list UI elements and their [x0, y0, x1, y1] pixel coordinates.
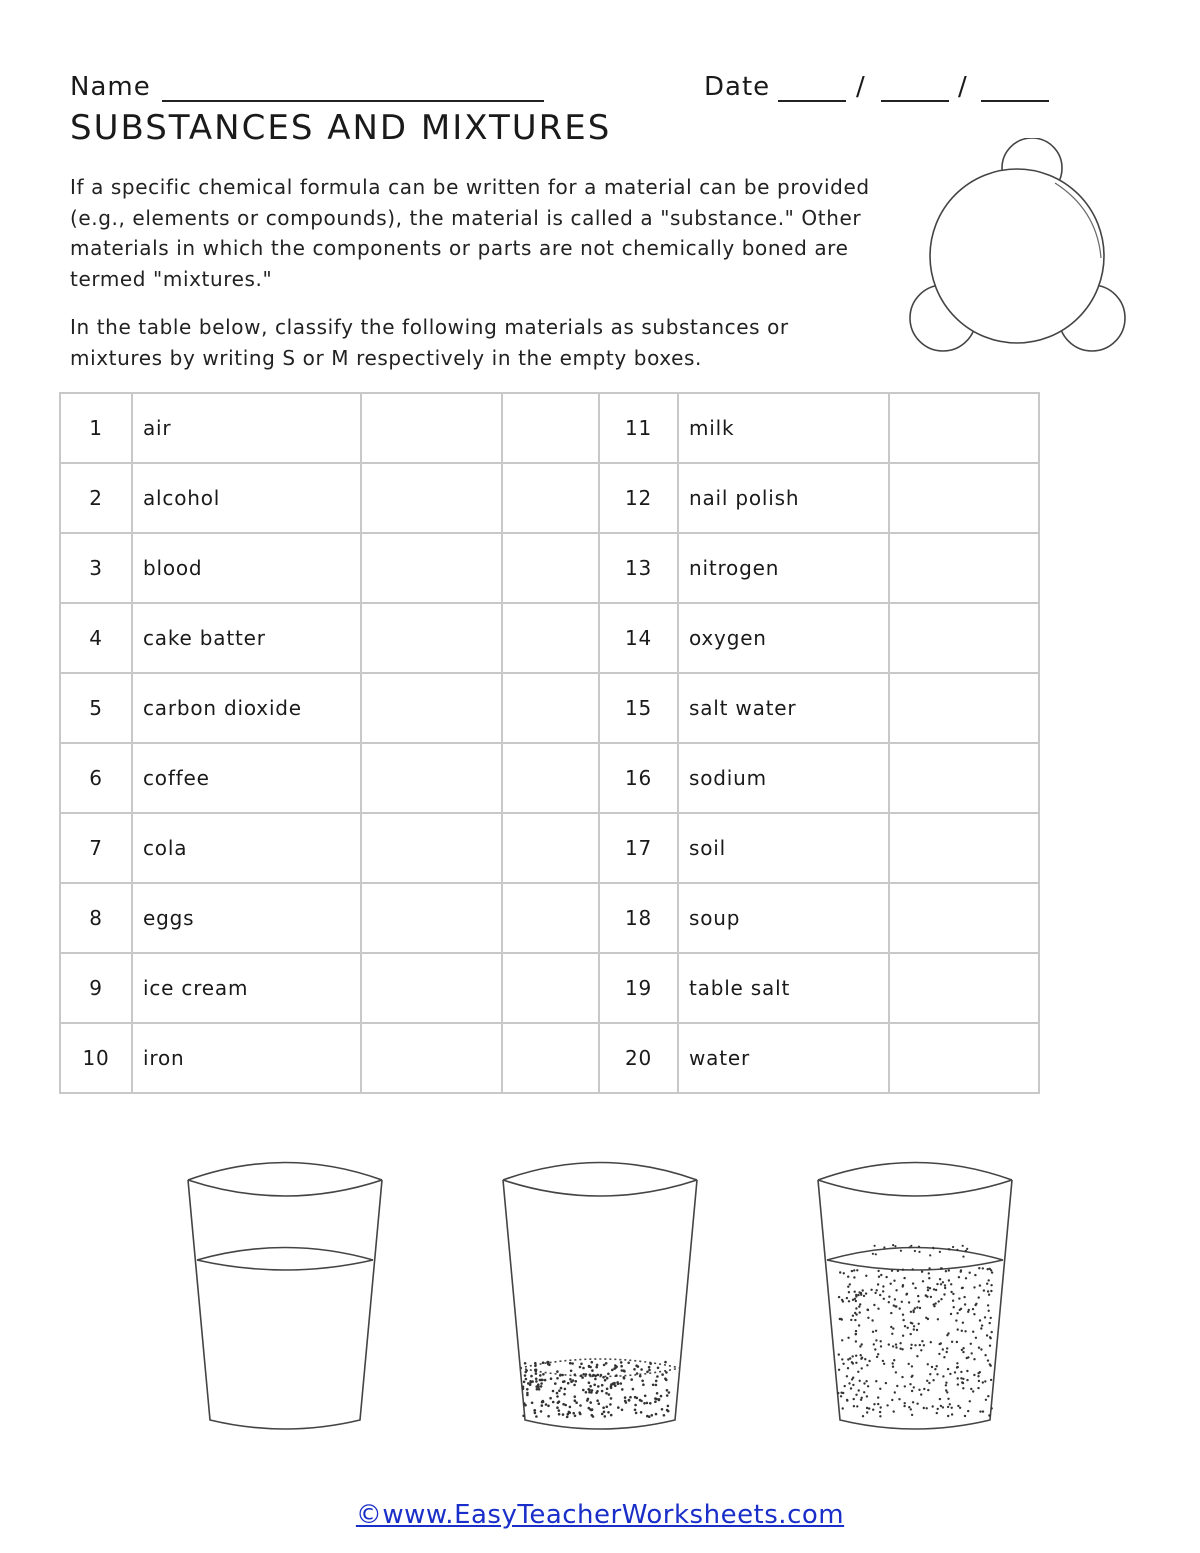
answer-box[interactable]: [889, 1023, 1039, 1093]
table-row: [60, 743, 1039, 813]
row-number: 11: [599, 393, 678, 463]
material-name: salt water: [678, 673, 889, 743]
column-gap: [502, 743, 599, 813]
table-row: [60, 953, 1039, 1023]
material-name: soup: [678, 883, 889, 953]
answer-box[interactable]: [889, 883, 1039, 953]
material-name: nitrogen: [678, 533, 889, 603]
answer-box[interactable]: [889, 743, 1039, 813]
answer-box[interactable]: [889, 603, 1039, 673]
row-number: 12: [599, 463, 678, 533]
instructions-paragraph: In the table below, classify the following materials as substances or mixtures by writing S or M respectively in the empty boxes.: [70, 315, 789, 370]
material-name: eggs: [132, 883, 361, 953]
date-separator: /: [958, 72, 967, 102]
column-gap: [502, 813, 599, 883]
row-number: 3: [60, 533, 132, 603]
date-month-field[interactable]: [778, 100, 846, 102]
date-separator: /: [856, 72, 865, 102]
row-number: 1: [60, 393, 132, 463]
classification-table: [59, 392, 1040, 1094]
header-row: [70, 72, 1060, 108]
row-number: 2: [60, 463, 132, 533]
answer-box[interactable]: [361, 603, 502, 673]
answer-box[interactable]: [889, 533, 1039, 603]
material-name: coffee: [132, 743, 361, 813]
answer-box[interactable]: [361, 743, 502, 813]
material-name: oxygen: [678, 603, 889, 673]
column-gap: [502, 1023, 599, 1093]
table-row: [60, 533, 1039, 603]
answer-box[interactable]: [889, 953, 1039, 1023]
intro-paragraph: If a specific chemical formula can be written for a material can be provided (e.g., elements or compounds), the material is called a "substance." Other materials in which the components or parts are not chemically boned are termed "mixtures.": [70, 175, 870, 291]
row-number: 7: [60, 813, 132, 883]
row-number: 9: [60, 953, 132, 1023]
material-name: cake batter: [132, 603, 361, 673]
row-number: 14: [599, 603, 678, 673]
material-name: soil: [678, 813, 889, 883]
molecule-icon: [905, 138, 1130, 358]
column-gap: [502, 953, 599, 1023]
answer-box[interactable]: [889, 393, 1039, 463]
row-number: 17: [599, 813, 678, 883]
material-name: cola: [132, 813, 361, 883]
name-field[interactable]: [162, 100, 544, 102]
answer-box[interactable]: [889, 673, 1039, 743]
date-day-field[interactable]: [881, 100, 949, 102]
answer-box[interactable]: [361, 393, 502, 463]
material-name: ice cream: [132, 953, 361, 1023]
material-name: air: [132, 393, 361, 463]
row-number: 13: [599, 533, 678, 603]
column-gap: [502, 393, 599, 463]
material-name: nail polish: [678, 463, 889, 533]
row-number: 16: [599, 743, 678, 813]
answer-box[interactable]: [889, 813, 1039, 883]
row-number: 18: [599, 883, 678, 953]
row-number: 4: [60, 603, 132, 673]
table-row: [60, 673, 1039, 743]
material-name: iron: [132, 1023, 361, 1093]
row-number: 20: [599, 1023, 678, 1093]
material-name: sodium: [678, 743, 889, 813]
column-gap: [502, 883, 599, 953]
answer-box[interactable]: [361, 953, 502, 1023]
material-name: alcohol: [132, 463, 361, 533]
column-gap: [502, 673, 599, 743]
column-gap: [502, 533, 599, 603]
row-number: 5: [60, 673, 132, 743]
glasses-illustration: [180, 1150, 1030, 1440]
table-row: [60, 603, 1039, 673]
table-row: [60, 463, 1039, 533]
material-name: carbon dioxide: [132, 673, 361, 743]
answer-box[interactable]: [889, 463, 1039, 533]
material-name: water: [678, 1023, 889, 1093]
answer-box[interactable]: [361, 1023, 502, 1093]
date-label: Date: [704, 72, 771, 102]
answer-box[interactable]: [361, 463, 502, 533]
table-row: [60, 1023, 1039, 1093]
glass-with-suspension-icon: [818, 1163, 1012, 1430]
material-name: milk: [678, 393, 889, 463]
worksheet-title: SUBSTANCES AND MIXTURES: [70, 108, 612, 148]
table-row: [60, 883, 1039, 953]
answer-box[interactable]: [361, 533, 502, 603]
table-row: [60, 813, 1039, 883]
column-gap: [502, 603, 599, 673]
name-label: Name: [70, 72, 151, 102]
table-row: [60, 393, 1039, 463]
glass-of-water-icon: [188, 1163, 382, 1430]
row-number: 6: [60, 743, 132, 813]
column-gap: [502, 463, 599, 533]
date-year-field[interactable]: [981, 100, 1049, 102]
material-name: table salt: [678, 953, 889, 1023]
answer-box[interactable]: [361, 883, 502, 953]
glass-with-sediment-icon: [503, 1163, 697, 1430]
answer-box[interactable]: [361, 673, 502, 743]
material-name: blood: [132, 533, 361, 603]
row-number: 19: [599, 953, 678, 1023]
row-number: 15: [599, 673, 678, 743]
row-number: 8: [60, 883, 132, 953]
row-number: 10: [60, 1023, 132, 1093]
answer-box[interactable]: [361, 813, 502, 883]
footer-link[interactable]: ©www.EasyTeacherWorksheets.com: [355, 1500, 845, 1530]
